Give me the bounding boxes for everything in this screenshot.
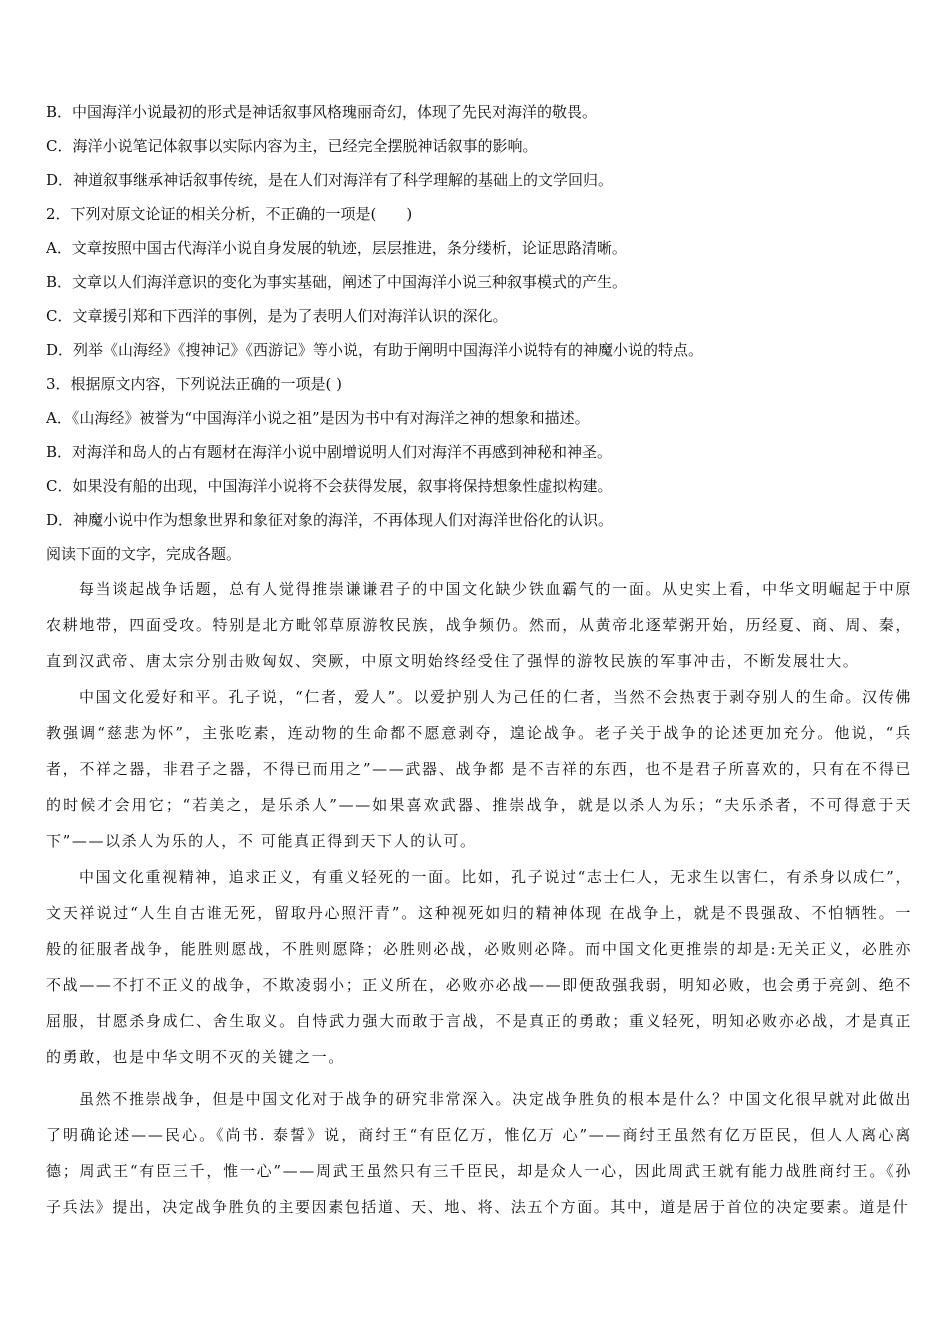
q3-option-a: A．《山海经》被誉为“中国海洋小说之祖”是因为书中有对海洋之神的想象和描述。 [46, 409, 590, 427]
q1-option-c: C．海洋小说笔记体叙事以实际内容为主，已经完全摆脱神话叙事的影响。 [46, 137, 538, 155]
passage-paragraph-1: 每当谈起战争话题，总有人觉得推崇谦谦君子的中国文化缺少铁血霸气的一面。从史实上看，中华文明崛起于中原农耕地带，四面受攻。特别是北方毗邻草原游牧民族，战争频仍。然而，从黄帝北逐荤粥开始，历经夏、商、周、秦，直到汉武帝、唐太宗分别击败匈奴、突厥，中原文明始终经受住了强悍的游牧民族的军事冲击，不断发展壮大。 [46, 580, 912, 670]
q2-option-c: C．文章援引郑和下西洋的事例，是为了表明人们对海洋认识的深化。 [46, 307, 508, 325]
q3-option-b: B．对海洋和岛人的占有题材在海洋小说中剧增说明人们对海洋不再感到神秘和神圣。 [46, 443, 613, 461]
q1-option-d: D．神道叙事继承神话叙事传统，是在人们对海洋有了科学理解的基础上的文学回归。 [46, 171, 614, 189]
q3-option-c: C．如果没有船的出现，中国海洋小说将不会获得发展，叙事将保持想象性虚拟构建。 [46, 477, 613, 495]
q2-option-b: B．文章以人们海洋意识的变化为事实基础，阐述了中国海洋小说三种叙事模式的产生。 [46, 273, 628, 291]
q2-option-a: A．文章按照中国古代海洋小说自身发展的轨迹，层层推进，条分缕析，论证思路清晰。 [46, 239, 627, 257]
passage-paragraph-4: 虽然不推崇战争，但是中国文化对于战争的研究非常深入。决定战争胜负的根本是什么？中国文化很早就对此做出了明确论述——民心。《尚书. 泰誓》说，商纣王“有臣亿万，惟亿万 心”——商纣王虽然有亿万臣民，但人人离心离德；周武王“有臣三千，惟一心”——周武王虽然只有三千臣民，却是众人一心，因此周武王就有能力战胜商纣王。《孙子兵法》提出，决定战争胜负的主要因素包括道、天、地、将、法五个方面。其中，道是居于首位的决定要素。道是什 [46, 1090, 912, 1216]
q1-option-b: B．中国海洋小说最初的形式是神话叙事风格瑰丽奇幻，体现了先民对海洋的敬畏。 [46, 103, 598, 121]
passage-paragraph-3: 中国文化重视精神，追求正义，有重义轻死的一面。比如，孔子说过“志士仁人，无求生以害仁，有杀身以成仁”，文天祥说过“人生自古谁无死，留取丹心照汗青”。这种视死如归的精神体现 在战争上，就是不畏强敌、不怕牺牲。一般的征服者战争，能胜则愿战，不胜则愿降；必胜则必战，必败则必降。而中国文化更推崇的却是:无关正义，必胜亦不战——不打不正义的战争，不欺凌弱小；正义所在，必败亦必战——即便敌强我弱，明知必败，也会勇于亮剑、绝不屈服，甘愿杀身成仁、舍生取义。自恃武力强大而敢于言战，不是真正的勇敢；重义轻死，明知必败亦必战，才是真正的勇敢，也是中华文明不灭的关键之一。 [46, 868, 912, 1066]
passage-paragraph-2: 中国文化爱好和平。孔子说，“仁者，爱人”。以爱护别人为己任的仁者，当然不会热衷于剥夺别人的生命。汉传佛教强调“慈悲为怀”，主张吃素，连动物的生命都不愿意剥夺，遑论战争。老子关于战争的论述更加充分。他说，“兵者，不祥之器，非君子之器，不得已而用之”——武器、战争都 是不吉祥的东西，也不是君子所喜欢的，只有在不得已的时候才会用它；“若美之，是乐杀人”——如果喜欢武器、推崇战争，就是以杀人为乐；“夫乐杀者，不可得意于天下”——以杀人为乐的人，不 可能真正得到天下人的认可。 [46, 688, 912, 850]
reading-prompt: 阅读下面的文字，完成各题。 [46, 545, 242, 563]
q2-option-d: D．列举《山海经》《搜神记》《西游记》等小说，有助于阐明中国海洋小说特有的神魔小说的特点。 [46, 341, 704, 359]
q3-option-d: D．神魔小说中作为想象世界和象征对象的海洋，不再体现人们对海洋世俗化的认识。 [46, 511, 614, 529]
q2-stem: 2．下列对原文论证的相关分析，不正确的一项是( ) [46, 205, 413, 223]
q3-stem: 3．根据原文内容，下列说法正确的一项是( ) [46, 375, 343, 393]
